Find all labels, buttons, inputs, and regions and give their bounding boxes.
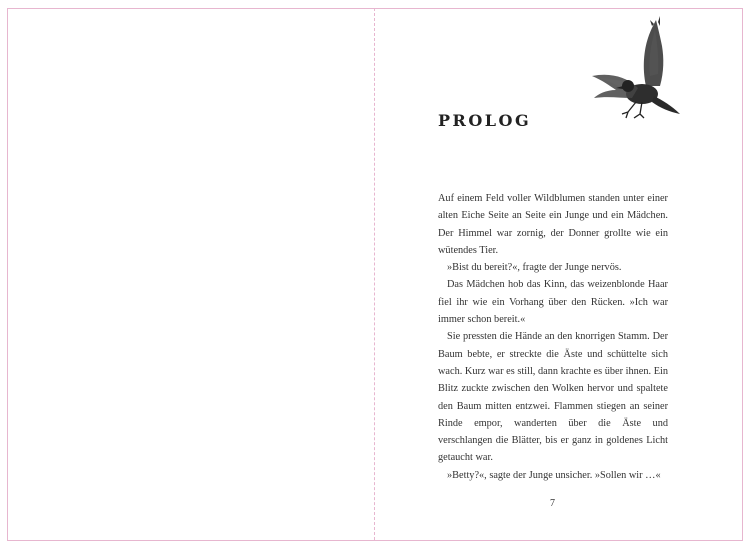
chapter-title: PROLOG — [438, 111, 532, 130]
raven-illustration — [588, 16, 682, 120]
paragraph-1: Auf einem Feld voller Wildblumen standen unter einer alten Eiche Seite an Seite ein Junge und ein Mädchen. Der Himmel war zornig, der Donner grollte wie ein wütendes Tier. — [438, 193, 668, 256]
paragraph-4: Sie pressten die Hände an den knorrigen Stamm. Der Baum bebte, er streckte die Äste und schüttelte sich wach. Kurz war es still, dann krachte es über ihnen. Ein Blitz zuckte zwischen den Wolken hervor und spaltete den Baum mitten entzwei. Flammen stiegen an seiner Rinde empor, wanderten über die Äste und verschlangen die Blätter, bis er ganz in goldenes Licht getaucht war. — [438, 331, 668, 464]
paragraph-3: Das Mädchen hob das Kinn, das weizenblonde Haar fiel ihr wie ein Vorhang über den Rücken. »Ich war immer schon bereit.« — [438, 279, 668, 326]
prolog-body-text — [438, 190, 668, 484]
paragraph-2: »Bist du bereit?«, fragte der Junge nervös. — [447, 262, 622, 274]
paragraph-5: »Betty?«, sagte der Junge unsicher. »Sollen wir …« — [447, 469, 661, 481]
page-number: 7 — [550, 498, 555, 509]
left-page-blank — [7, 8, 375, 541]
